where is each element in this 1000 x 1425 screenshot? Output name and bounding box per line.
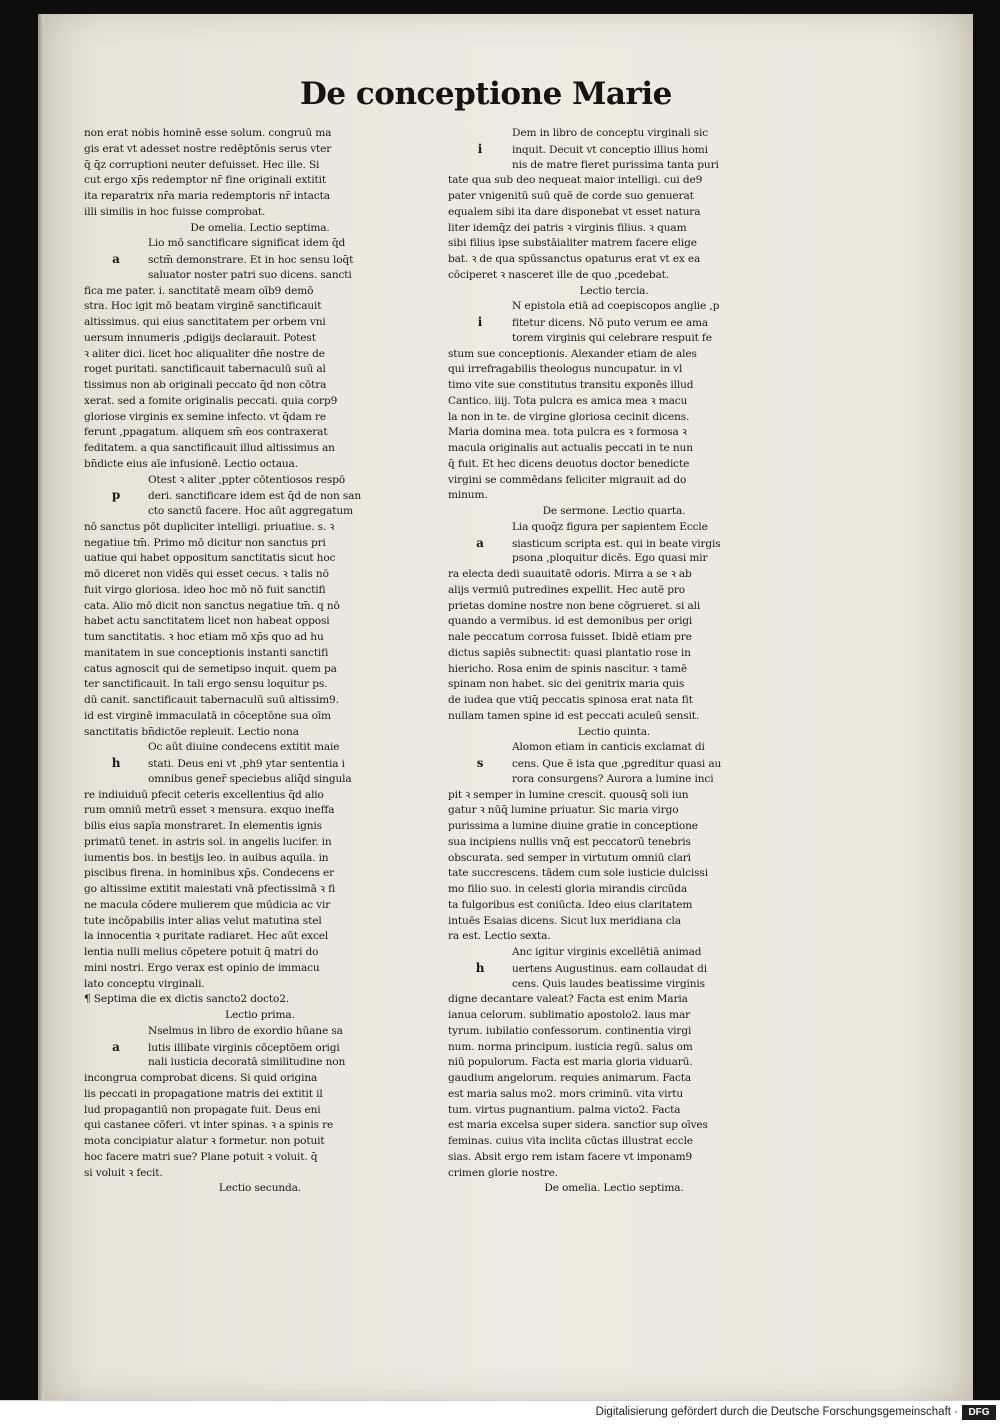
text-line xyxy=(84,268,436,284)
text-line-content: minum. xyxy=(448,489,488,502)
text-line xyxy=(448,126,780,142)
text-line xyxy=(448,378,780,394)
text-line-content: illi similis in hoc fuisse comprobat. xyxy=(84,205,266,218)
text-line xyxy=(84,299,436,315)
text-line xyxy=(448,1103,780,1119)
text-line-content: est maria excelsa super sidera. sanctior sup oīves xyxy=(448,1119,708,1132)
text-line-content: obscurata. sed semper in virtutum omniū clari xyxy=(448,851,691,864)
text-line xyxy=(84,709,436,725)
text-line xyxy=(448,268,780,284)
text-line-content: ꝛ aliter dici. licet hoc aliqualiter dn̄e nostre de xyxy=(84,347,325,360)
text-line-content: uertens Augustinus. eam collaudat di xyxy=(512,962,708,975)
text-line-content: torem virginis qui celebrare respuit fe xyxy=(512,331,712,344)
initial-guide-letter: a xyxy=(112,1039,120,1054)
text-line-content: De omelia. Lectio septima. xyxy=(190,221,330,234)
text-line-content: num. norma principum. iusticia regū. salus om xyxy=(448,1040,693,1053)
text-line xyxy=(448,693,780,709)
text-line xyxy=(84,1150,436,1166)
text-line-content: siasticum scripta est. qui in beate virgis xyxy=(512,537,721,550)
text-line xyxy=(84,126,436,142)
text-line-content: mini nostri. Ergo verax est opinio de immacu xyxy=(84,961,320,974)
text-line-content: De omelia. Lectio septima. xyxy=(544,1182,684,1195)
text-line xyxy=(84,1087,436,1103)
text-line xyxy=(84,851,436,867)
text-line-content: non erat nobis hominē esse solum. congruū ma xyxy=(84,127,332,139)
text-line xyxy=(448,882,780,898)
text-line xyxy=(448,425,780,441)
text-line-content: rum omniū metrū esset ꝛ mensura. exquo ineffa xyxy=(84,804,335,817)
text-line-content: pater vnigenitū suū quē de corde suo genuerat xyxy=(448,190,694,202)
initial-guide-letter: i xyxy=(477,141,483,156)
text-line xyxy=(448,709,780,725)
text-line xyxy=(448,630,780,646)
text-line xyxy=(448,331,780,347)
text-line-content: sua incipiens nullis vnq̄ est peccatorū tenebris xyxy=(448,835,691,848)
text-line xyxy=(448,536,780,552)
text-line-content: stra. Hoc igit mō beatam virginē sanctificauit xyxy=(84,300,322,313)
text-line-content: digne decantare valeat? Facta est enim Maria xyxy=(448,993,688,1006)
text-line xyxy=(84,1118,436,1134)
text-line-content: incongrua comprobat dicens. Si quid origina xyxy=(84,1072,318,1084)
text-line-content: si voluit ꝛ fecit. xyxy=(84,1166,163,1179)
text-line xyxy=(84,425,436,441)
text-line-content: ra est. Lectio sexta. xyxy=(448,930,551,943)
text-line xyxy=(84,914,436,930)
text-line-content: Lectio secunda. xyxy=(218,1182,302,1195)
text-line-content: alijs vermiū putredines expellit. Hec autē pro xyxy=(448,583,685,596)
text-line-content: fitetur dicens. Nō puto verum ee ama xyxy=(512,317,709,329)
text-line xyxy=(448,803,780,819)
initial-guide-letter: h xyxy=(111,756,121,770)
text-line xyxy=(448,252,780,268)
text-line-content: de iudea que vtiq̄ peccatis spinosa erat nata fit xyxy=(448,694,693,706)
text-line-content: Anc igitur virginis excellētiā animad xyxy=(512,946,702,958)
text-line-content: lato conceptu virginali. xyxy=(84,977,205,990)
text-line-content: tate succrescens. tādem cum sole iusticie dulcissi xyxy=(448,867,708,880)
text-line-content: qui irrefragabilis theologus nuncupatur. in vl xyxy=(448,363,683,376)
text-line-content: dictus sapiēs subnectit: quasi plantatio rose in xyxy=(448,646,691,659)
text-line xyxy=(448,756,780,772)
text-line xyxy=(448,1181,780,1197)
text-line-content: psona ,ploquitur dicēs. Ego quasi mir xyxy=(512,552,708,565)
text-line-content: manitatem in sue conceptionis instanti sanctifi xyxy=(84,646,329,659)
text-line-content: dū canit. sanctificauit tabernaculū suū altissim9. xyxy=(84,694,339,706)
text-line xyxy=(448,945,780,961)
text-line-content: primatū tenet. in astris sol. in angelis lucifer. in xyxy=(84,835,332,848)
text-line xyxy=(448,441,780,457)
text-line xyxy=(84,173,436,189)
left-text-column xyxy=(84,126,436,1197)
text-line-content: mota concipiatur alatur ꝛ formetur. non potuit xyxy=(84,1135,325,1147)
text-line-content: cata. Alio mō dicit non sanctus negatiue tm̄. q nō xyxy=(84,599,340,612)
text-line-content: gatur ꝛ nūq̄ lumine priuatur. Sic maria virgo xyxy=(448,804,679,817)
text-line xyxy=(448,898,780,914)
text-line xyxy=(448,205,780,221)
text-line-content: spinam non habet. sic dei genitrix maria quis xyxy=(448,678,685,691)
text-line xyxy=(84,898,436,914)
text-line xyxy=(84,142,436,158)
text-line-content: q̄ q̄z corruptioni neuter defuisset. Hec ille. Si xyxy=(84,158,320,171)
text-line-content: mo filio suo. in celesti gloria mirandis circūda xyxy=(448,883,688,895)
text-line xyxy=(448,1134,780,1150)
text-line xyxy=(448,1024,780,1040)
text-line xyxy=(84,1071,436,1087)
text-line xyxy=(84,347,436,363)
text-line-content: ferunt ,ppagatum. aliquem sm̄ eos contraxerat xyxy=(84,426,328,439)
text-line xyxy=(84,1134,436,1150)
text-line-content: cens. Quis laudes beatissime virginis xyxy=(512,977,705,990)
text-line xyxy=(448,504,780,520)
text-line xyxy=(84,378,436,394)
text-line xyxy=(84,1008,436,1024)
text-line-content: altissimus. qui eius sanctitatem per orbem vni xyxy=(84,316,326,328)
text-line xyxy=(84,819,436,835)
text-line xyxy=(448,394,780,410)
initial-guide-letter: s xyxy=(476,756,484,770)
text-line-content: uatiue qui habet oppositum sanctitatis sicut hoc xyxy=(84,552,336,565)
text-line xyxy=(84,583,436,599)
text-line-content: iumentis bos. in bestijs leo. in auibus aquila. in xyxy=(84,851,329,864)
text-line xyxy=(448,961,780,977)
text-line xyxy=(448,866,780,882)
text-line-content: lutis illibate virginis cōceptōem origi xyxy=(148,1041,340,1054)
text-line xyxy=(448,362,780,378)
text-line xyxy=(84,504,436,520)
text-line xyxy=(448,772,780,788)
text-line xyxy=(84,331,436,347)
text-line-content: Lia quoq̄z figura per sapientem Eccle xyxy=(512,520,708,533)
text-line-content: nis de matre fieret purissima tanta puri xyxy=(512,158,719,171)
text-line-content: nullam tamen spine id est peccati aculeū sensit. xyxy=(448,709,700,722)
text-line-content: mō diceret non vidēs qui esset cecus. ꝛ talis nō xyxy=(84,568,329,580)
text-line xyxy=(84,252,436,268)
footer-bar xyxy=(0,1400,1000,1425)
text-line-content: equalem sibi ita dare disponebat vt esset natura xyxy=(448,205,701,218)
text-line-content: Nselmus in libro de exordio hūane sa xyxy=(148,1024,343,1037)
text-line-content: la innocentia ꝛ puritate radiaret. Hec aūt excel xyxy=(84,930,329,943)
text-line xyxy=(84,189,436,205)
initial-guide-letter: p xyxy=(111,488,121,503)
text-line xyxy=(448,914,780,930)
text-line xyxy=(84,473,436,489)
text-line xyxy=(448,299,780,315)
text-line xyxy=(84,677,436,693)
text-line-content: re indiuiduū pfecit ceteris excellentius q̄d alio xyxy=(84,788,324,801)
text-line xyxy=(84,551,436,567)
text-line-content: ita reparatrix nr̄a maria redemptoris nr̄ intacta xyxy=(84,190,330,202)
text-line xyxy=(84,614,436,630)
text-line xyxy=(84,567,436,583)
text-line-content: lud propagantiū non propagate fuit. Deus eni xyxy=(84,1103,321,1116)
text-line xyxy=(84,992,436,1008)
text-line-content: pit ꝛ semper in lumine crescit. quousq̄ soli iun xyxy=(448,788,689,801)
text-line xyxy=(84,866,436,882)
text-line-content: tum. virtus pugnantium. palma victo2. Facta xyxy=(448,1103,681,1116)
text-line-content: stati. Deus eni vt ,ph9 ytar sententia i xyxy=(148,758,345,770)
text-line xyxy=(84,929,436,945)
text-line-content: id est virginē immaculatā in cōceptōne sua oīm xyxy=(84,709,331,722)
text-line xyxy=(84,315,436,331)
text-line xyxy=(448,551,780,567)
text-line xyxy=(448,189,780,205)
text-line xyxy=(84,630,436,646)
text-line xyxy=(84,662,436,678)
text-line xyxy=(448,929,780,945)
text-line xyxy=(448,457,780,473)
text-line xyxy=(84,441,436,457)
text-line xyxy=(84,1024,436,1040)
text-line xyxy=(448,614,780,630)
text-line-content: prietas domine nostre non bene cōgrueret. si ali xyxy=(448,599,701,612)
text-line xyxy=(84,410,436,426)
text-line-content: N epistola etiā ad coepiscopos anglie ,p xyxy=(512,300,720,313)
text-line-content: q̄ fuit. Et hec dicens deuotus doctor benedicte xyxy=(448,457,690,470)
text-line xyxy=(448,142,780,158)
text-line-content: tyrum. iubilatio confessorum. continentia virgi xyxy=(448,1024,692,1037)
text-line xyxy=(448,677,780,693)
text-line xyxy=(448,1055,780,1071)
text-line xyxy=(84,1055,436,1071)
text-line-content: xerat. sed a fomite originalis peccati. quia corp9 xyxy=(84,394,338,407)
text-line-content: Lectio quinta. xyxy=(577,725,651,738)
text-line xyxy=(84,803,436,819)
text-line xyxy=(84,1181,436,1197)
text-line-content: feditatem. a qua sanctificauit illud altissimus an xyxy=(84,442,335,454)
text-line-content: omnibus gener̄ speciebus aliq̄d singula xyxy=(148,772,352,785)
text-line xyxy=(448,1118,780,1134)
text-line-content: De sermone. Lectio quarta. xyxy=(542,505,686,517)
text-line-content: fuit virgo gloriosa. ideo hoc mō nō fuit sanctifi xyxy=(84,583,326,596)
text-line-content: ianua celorum. sublimatio apostolo2. laus mar xyxy=(448,1009,691,1021)
text-line-content: Dem in libro de conceptu virginali sic xyxy=(512,127,709,139)
text-line xyxy=(84,646,436,662)
page-edge xyxy=(38,14,44,1400)
text-line-content: hiericho. Rosa enim de spinis nascitur. ꝛ tamē xyxy=(448,662,688,675)
text-line xyxy=(448,1087,780,1103)
text-line xyxy=(84,158,436,174)
dfg-logo: DFG xyxy=(962,1405,996,1420)
text-line xyxy=(84,599,436,615)
text-line-content: purissima a lumine diuine gratie in conceptione xyxy=(448,820,698,832)
text-line xyxy=(448,835,780,851)
initial-guide-letter: i xyxy=(477,315,483,329)
text-line xyxy=(448,583,780,599)
text-line-content: ter sanctificauit. In tali ergo sensu loquitur ps. xyxy=(84,678,328,691)
text-line xyxy=(448,819,780,835)
text-line xyxy=(84,835,436,851)
text-line-content: Otest ꝛ aliter ,ppter cōtentiosos respō xyxy=(148,473,345,486)
text-line xyxy=(448,851,780,867)
text-line-content: sias. Absit ergo rem istam facere vt imponam9 xyxy=(448,1150,693,1163)
text-line-content: sibi filius ipse substāialiter matrem facere elige xyxy=(448,237,697,250)
text-line-content: cut ergo xp̄s redemptor nr̄ fine originali extitit xyxy=(84,174,326,187)
text-line-content: gloriose virginis ex semine infecto. vt q̄dam re xyxy=(84,410,326,423)
text-line xyxy=(448,221,780,237)
text-line xyxy=(448,488,780,504)
text-line xyxy=(448,662,780,678)
text-line xyxy=(84,236,436,252)
text-line xyxy=(84,740,436,756)
text-line-content: negatiue tm̄. Primo mō dicitur non sanctus pri xyxy=(84,536,326,549)
text-line xyxy=(448,1150,780,1166)
text-line-content: quando a vermibus. id est demonibus per origi xyxy=(448,615,693,628)
text-line xyxy=(84,488,436,504)
text-line xyxy=(448,158,780,174)
text-line-content: fica me pater. i. sanctitatē meam oīb9 demō xyxy=(84,284,314,297)
text-line xyxy=(448,1166,780,1182)
text-line xyxy=(84,772,436,788)
text-line-content: Cantico. iiij. Tota pulcra es amica mea ꝛ macu xyxy=(448,394,688,407)
text-line-content: Maria domina mea. tota pulcra es ꝛ formosa ꝛ xyxy=(448,426,687,439)
text-line xyxy=(84,536,436,552)
text-line xyxy=(448,992,780,1008)
text-line xyxy=(448,315,780,331)
text-line xyxy=(448,740,780,756)
text-line-content: bat. ꝛ de qua spūssanctus opaturus erat vt ex ea xyxy=(448,253,701,265)
text-line-content: catus agnoscit qui de semetipso inquit. quem pa xyxy=(84,662,337,675)
text-line-content: lentia nulli melius cōpetere potuit q̄ matri do xyxy=(84,946,319,958)
text-line-content: uersum innumeris ,pdigijs declarauit. Potest xyxy=(84,331,316,344)
funding-credit: Digitalisierung gefördert durch die Deutsche Forschungsgemeinschaft · xyxy=(595,1406,958,1418)
text-line xyxy=(84,961,436,977)
text-line-content: crimen glorie nostre. xyxy=(448,1166,558,1179)
text-line-content: ¶ Septima die ex dictis sancto2 docto2. xyxy=(84,993,289,1006)
text-line xyxy=(84,457,436,473)
text-line-content: virgini se commēdans feliciter migrauit ad do xyxy=(448,473,687,486)
initial-guide-letter: h xyxy=(475,960,485,975)
text-line-content: saluator noster patri suo dicens. sancti xyxy=(148,268,352,281)
text-line-content: niū populorum. Facta est maria gloria viduarū. xyxy=(448,1056,693,1069)
page-title: De conceptione Marie xyxy=(300,76,672,112)
text-line-content: deri. sanctificare idem est q̄d de non san xyxy=(148,490,361,503)
text-line-content: inquit. Decuit vt conceptio illius homi xyxy=(512,143,708,156)
text-line xyxy=(84,1166,436,1182)
text-line xyxy=(84,284,436,300)
text-line-content: timo vite sue constitutus transitu exponēs illud xyxy=(448,379,694,391)
text-line xyxy=(84,520,436,536)
right-text-column xyxy=(448,126,780,1197)
text-line-content: intuēs Esaias dicens. Sicut lux meridiana cla xyxy=(448,914,681,927)
text-line-content: la non in te. de virgine gloriosa cecinit dicens. xyxy=(448,410,690,423)
text-line xyxy=(448,567,780,583)
text-line xyxy=(448,173,780,189)
text-line-content: roget puritati. sanctificauit tabernaculū suū al xyxy=(84,363,326,376)
text-line-content: lis peccati in propagatione matris dei extitit il xyxy=(84,1087,323,1100)
text-line-content: ne macula cōdere mulierem que mūdicia ac vir xyxy=(84,898,331,911)
text-line xyxy=(84,1040,436,1056)
text-line xyxy=(84,882,436,898)
text-line xyxy=(448,1071,780,1087)
text-line xyxy=(84,362,436,378)
text-line-content: tute incōpabilis inter alias velut matutina stel xyxy=(84,914,322,927)
text-line xyxy=(84,205,436,221)
text-line-content: Lio mō sanctificare significat idem q̄d xyxy=(148,237,346,250)
text-line-content: hoc facere matri sue? Plane potuit ꝛ voluit. q̄ xyxy=(84,1150,318,1163)
text-line xyxy=(84,977,436,993)
text-line xyxy=(448,473,780,489)
text-line xyxy=(84,693,436,709)
text-line xyxy=(448,410,780,426)
text-line-content: sanctitatis bn̄dictōe repleuit. Lectio nona xyxy=(84,725,299,738)
text-line-content: feminas. cuius vita inclita cūctas illustrat eccle xyxy=(448,1135,693,1147)
text-line xyxy=(448,1040,780,1056)
text-line xyxy=(84,221,436,237)
text-line-content: qui castanee cōferi. vt inter spinas. ꝛ a spinis re xyxy=(84,1119,334,1132)
text-line xyxy=(448,977,780,993)
text-line-content: tum sanctitatis. ꝛ hoc etiam mō xp̄s quo ad hu xyxy=(84,631,324,643)
text-line-content: Alomon etiam in canticis exclamat di xyxy=(512,741,705,754)
text-line-content: gaudium angelorum. requies animarum. Facta xyxy=(448,1072,692,1084)
text-line-content: piscibus firena. in hominibus xp̄s. Condecens er xyxy=(84,867,335,880)
text-line-content: nō sanctus pōt dupliciter intelligi. priuatiue. s. ꝛ xyxy=(84,520,335,533)
text-line xyxy=(448,788,780,804)
text-line-content: est maria salus mo2. mors criminū. vita virtu xyxy=(448,1087,684,1100)
text-line-content: habet actu sanctitatem licet non habeat opposi xyxy=(84,615,330,628)
text-line xyxy=(84,1103,436,1119)
text-line xyxy=(84,945,436,961)
text-line xyxy=(84,725,436,741)
text-line-content: liter idemq̄z dei patris ꝛ virginis filius. ꝛ quam xyxy=(448,221,687,234)
text-line-content: ra electa dedi suauitatē odoris. Mirra a se ꝛ ab xyxy=(448,568,692,580)
text-line-content: go altissime extitit maiestati vnā pfectissimā ꝛ fi xyxy=(84,883,336,895)
text-line-content: Lectio prima. xyxy=(225,1009,295,1021)
text-line xyxy=(448,347,780,363)
text-line-content: tate qua sub deo nequeat maior intelligi. cui de9 xyxy=(448,174,703,187)
text-line-content: ta fulgoribus est coniūcta. Ideo eius claritatem xyxy=(448,898,693,911)
initial-guide-letter: a xyxy=(112,252,120,266)
text-line-content: macula originalis aut actualis peccati in te nun xyxy=(448,442,693,454)
text-line-content: bilis eius sapīa monstraret. In elementis ignis xyxy=(84,820,322,832)
text-line xyxy=(448,599,780,615)
text-line-content: stum sue conceptionis. Alexander etiam de ales xyxy=(448,347,697,360)
text-line-content: tissimus non ab originali peccato q̄d non cōtra xyxy=(84,379,327,391)
text-line-content: Lectio tercia. xyxy=(579,284,649,297)
text-line xyxy=(448,725,780,741)
text-line xyxy=(84,394,436,410)
initial-guide-letter: a xyxy=(476,535,484,550)
text-line-content: bn̄dicte eius aīe infusionē. Lectio octaua. xyxy=(84,457,298,470)
text-line xyxy=(448,284,780,300)
text-line-content: rora consurgens? Aurora a lumine inci xyxy=(512,772,714,785)
text-line xyxy=(84,788,436,804)
text-line-content: cens. Que ē ista que ,pgreditur quasi au xyxy=(512,758,722,770)
text-line xyxy=(448,520,780,536)
text-line-content: nali iusticia decoratā similitudine non xyxy=(148,1056,346,1069)
text-line-content: cto sanctū facere. Hoc aūt aggregatum xyxy=(148,505,353,517)
text-line-content: cōciperet ꝛ nasceret ille de quo ,pcedebat. xyxy=(448,268,670,281)
text-line xyxy=(448,236,780,252)
text-line xyxy=(448,646,780,662)
text-line-content: Oc aūt diuine condecens extitit maie xyxy=(148,741,340,754)
text-line-content: nale peccatum corrosa fuisset. Ibidē etiam pre xyxy=(448,631,692,643)
text-line-content: gis erat vt adesset nostre redēptōnis serus vter xyxy=(84,142,332,155)
text-line xyxy=(84,756,436,772)
text-line-content: sctm̄ demonstrare. Et in hoc sensu loq̄t xyxy=(148,254,354,266)
text-line xyxy=(448,1008,780,1024)
